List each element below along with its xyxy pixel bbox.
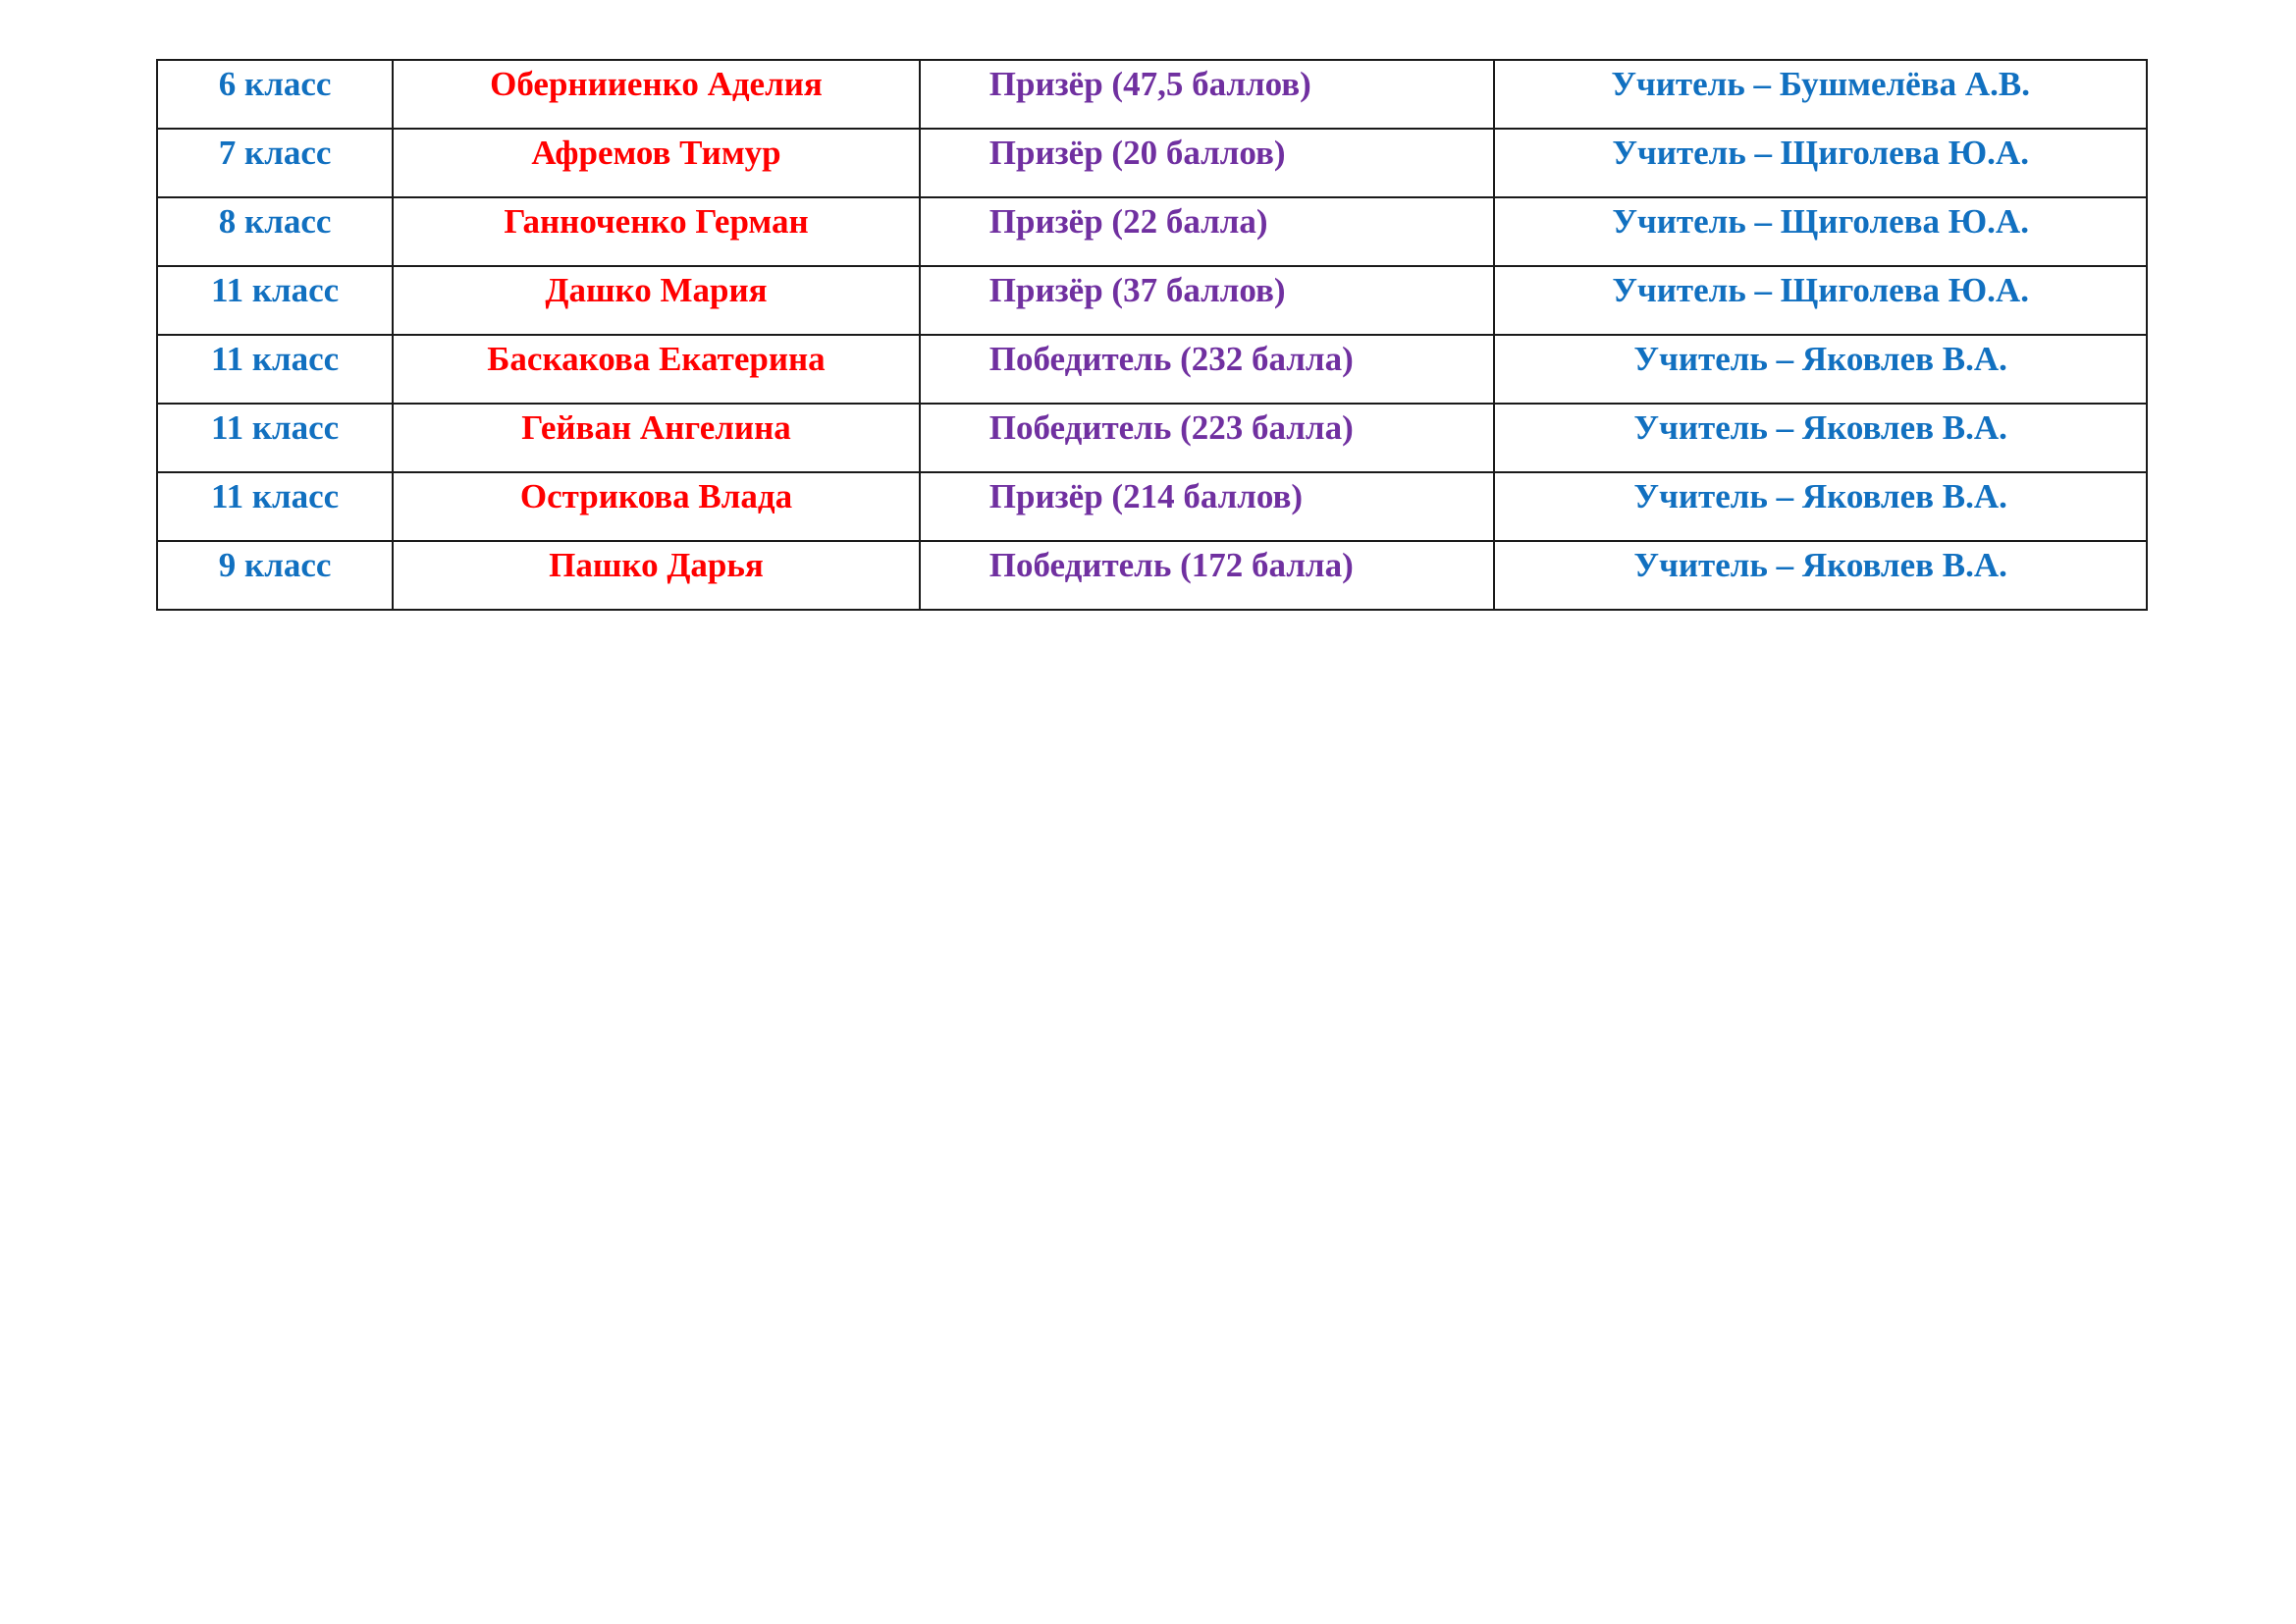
result-cell: Призёр (214 баллов) xyxy=(920,472,1495,541)
teacher-cell: Учитель – Бушмелёва А.В. xyxy=(1494,60,2147,129)
result-cell: Победитель (172 балла) xyxy=(920,541,1495,610)
grade-cell: 6 класс xyxy=(157,60,393,129)
grade-cell: 11 класс xyxy=(157,472,393,541)
grade-cell: 11 класс xyxy=(157,404,393,472)
grade-cell: 11 класс xyxy=(157,266,393,335)
grade-cell: 7 класс xyxy=(157,129,393,197)
student-name-cell: Гейван Ангелина xyxy=(393,404,920,472)
result-cell: Призёр (47,5 баллов) xyxy=(920,60,1495,129)
student-name-cell: Пашко Дарья xyxy=(393,541,920,610)
table-row xyxy=(157,541,2147,610)
student-name-cell: Ганноченко Герман xyxy=(393,197,920,266)
grade-cell: 9 класс xyxy=(157,541,393,610)
result-cell: Призёр (22 балла) xyxy=(920,197,1495,266)
teacher-cell: Учитель – Яковлев В.А. xyxy=(1494,404,2147,472)
table-row xyxy=(157,60,2147,129)
table-row xyxy=(157,266,2147,335)
teacher-cell: Учитель – Щиголева Ю.А. xyxy=(1494,197,2147,266)
results-table-body xyxy=(157,60,2147,610)
student-name-cell: Баскакова Екатерина xyxy=(393,335,920,404)
teacher-cell: Учитель – Яковлев В.А. xyxy=(1494,541,2147,610)
result-cell: Победитель (223 балла) xyxy=(920,404,1495,472)
teacher-cell: Учитель – Яковлев В.А. xyxy=(1494,472,2147,541)
table-row xyxy=(157,335,2147,404)
result-cell: Призёр (37 баллов) xyxy=(920,266,1495,335)
table-row xyxy=(157,129,2147,197)
table-row xyxy=(157,472,2147,541)
teacher-cell: Учитель – Щиголева Ю.А. xyxy=(1494,129,2147,197)
table-row xyxy=(157,404,2147,472)
student-name-cell: Острикова Влада xyxy=(393,472,920,541)
results-table xyxy=(156,59,2148,611)
student-name-cell: Афремов Тимур xyxy=(393,129,920,197)
student-name-cell: Дашко Мария xyxy=(393,266,920,335)
teacher-cell: Учитель – Яковлев В.А. xyxy=(1494,335,2147,404)
result-cell: Призёр (20 баллов) xyxy=(920,129,1495,197)
student-name-cell: Обернииенко Аделия xyxy=(393,60,920,129)
grade-cell: 11 класс xyxy=(157,335,393,404)
table-row xyxy=(157,197,2147,266)
result-cell: Победитель (232 балла) xyxy=(920,335,1495,404)
teacher-cell: Учитель – Щиголева Ю.А. xyxy=(1494,266,2147,335)
grade-cell: 8 класс xyxy=(157,197,393,266)
